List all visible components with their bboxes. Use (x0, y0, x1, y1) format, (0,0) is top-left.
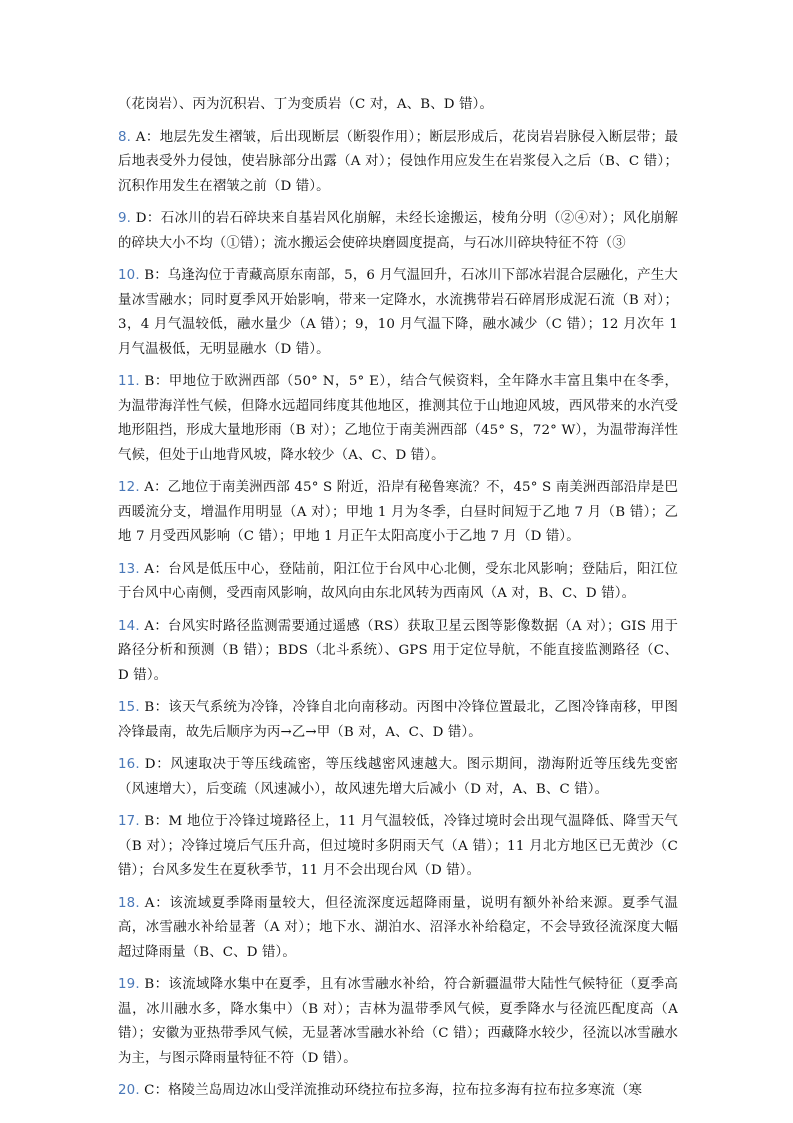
answer-text: B：该流域降水集中在夏季，且有冰雪融水补给，符合新疆温带大陆性气候特征（夏季高温，冰川融水多，降水集中）（B 对）；吉林为温带季风气候，夏季降水与径流匹配度高（A 错）；安徽为亚热带季风气候，无显著冰雪融水补给（C 错）；西藏降水较少，径流以冰雪融水为主，与图示降雨量特征不符（D 错）。 (118, 977, 678, 1066)
answer-text: B：该天气系统为冷锋，冷锋自北向南移动。丙图中冷锋位置最北，乙图冷锋南移，甲图冷锋最南，故先后顺序为丙→乙→甲（B 对，A、C、D 错）。 (118, 700, 678, 740)
answer-text: B：M 地位于冷锋过境路径上，11 月气温较低，冷锋过境时会出现气温降低、降雪天气（B 对）；冷锋过境后气压升高，但过境时多阴雨天气（A 错）；11 月北方地区已无黄沙（C 错）；台风多发生在夏秋季节，11 月不会出现台风（D 错）。 (118, 814, 678, 878)
answer-paragraph-10 (118, 264, 678, 362)
question-number: 18. (118, 895, 140, 911)
answer-paragraph-16 (118, 753, 678, 802)
answer-text: C：格陵兰岛周边冰山受洋流推动环绕拉布拉多海，拉布拉多海有拉布拉多寒流（寒 (144, 1083, 643, 1098)
question-number: 16. (118, 757, 140, 772)
answer-paragraph-18 (118, 892, 678, 966)
question-number: 17. (118, 814, 140, 829)
answer-paragraph-13 (118, 558, 678, 607)
question-number: 8. (118, 129, 132, 145)
answer-paragraph-15 (118, 696, 678, 745)
answer-text: A：地层先发生褶皱，后出现断层（断裂作用）；断层形成后，花岗岩岩脉侵入断层带；最后地表受外力侵蚀，使岩脉部分出露（A 对）；侵蚀作用应发生在岩浆侵入之后（B、C 错）；沉积作用发生在褶皱之前（D 错）。 (118, 129, 678, 194)
answer-paragraph-17 (118, 810, 678, 884)
question-number: 9. (118, 211, 132, 226)
question-number: 13. (118, 561, 140, 577)
answer-text: A：台风实时路径监测需要通过遥感（RS）获取卫星云图等影像数据（A 对）；GIS 用于路径分析和预测（B 错）；BDS（北斗系统）、GPS 用于定位导航，不能直接监测路径（C、D 错）。 (118, 618, 678, 683)
answer-text: B：乌逢沟位于青藏高原东南部，5，6 月气温回升，石冰川下部冰岩混合层融化，产生大量冰雪融水；同时夏季风开始影响，带来一定降水，水流携带岩石碎屑形成泥石流（B 对）；3，4 月气温较低，融水量少（A 错）；9，10 月气温下降，融水减少（C 错）；12 月次年 1 月气温极低，无明显融水（D 错）。 (118, 268, 678, 357)
answer-text: D：石冰川的岩石碎块来自基岩风化崩解，未经长途搬运，棱角分明（②④对）；风化崩解的碎块大小不均（①错）；流水搬运会使碎块磨圆度提高，与石冰川碎块特征不符（③ (118, 211, 678, 251)
answer-text: D：风速取决于等压线疏密，等压线越密风速越大。图示期间，渤海附近等压线先变密（风速增大），后变疏（风速减小），故风速先增大后减小（D 对，A、B、C 错）。 (118, 757, 678, 797)
question-number: 19. (118, 977, 140, 992)
answer-paragraph-8 (118, 126, 678, 200)
answer-text: A：该流域夏季降雨量较大，但径流深度远超降雨量，说明有额外补给来源。夏季气温高，冰雪融水补给显著（A 对）；地下水、湖泊水、沼泽水补给稳定，不会导致径流深度大幅超过降雨量（B、C、D 错）。 (118, 895, 678, 960)
question-number: 10. (118, 268, 140, 283)
question-number: 15. (118, 700, 140, 715)
question-number: 11. (118, 374, 140, 389)
answer-text: B：甲地位于欧洲西部（50° N，5° E），结合气候资料，全年降水丰富且集中在冬季，为温带海洋性气候，但降水远超同纬度其他地区，推测其位于山地迎风坡，西风带来的水汽受地形阻挡，形成大量地形雨（B 对）；乙地位于南美洲西部（45° S，72° W），为温带海洋性气候，但处于山地背风坡，降水较少（A、C、D 错）。 (118, 374, 678, 463)
answer-paragraph-9 (118, 207, 678, 256)
answer-text: A：台风是低压中心，登陆前，阳江位于台风中心北侧，受东北风影响；登陆后，阳江位于台风中心南侧，受西南风影响，故风向由东北风转为西南风（A 对，B、C、D 错）。 (118, 561, 678, 601)
question-number: 20. (118, 1083, 140, 1098)
answer-document (118, 93, 678, 1112)
answer-text: A：乙地位于南美洲西部 45° S 附近，沿岸有秘鲁寒流？不，45° S 南美洲西部沿岸是巴西暖流分支，增温作用明显（A 对）；甲地 1 月为冬季，白昼时间短于乙地 7 月（B 错）；乙地 7 月受西风影响（C 错）；甲地 1 月正午太阳高度小于乙地 7 月（D 错）。 (118, 480, 678, 544)
answer-text: （花岗岩）、丙为沉积岩、丁为变质岩（C 对，A、B、D 错）。 (118, 97, 494, 112)
answer-paragraph-20 (118, 1079, 678, 1104)
answer-paragraph-7-continued (118, 93, 678, 118)
answer-paragraph-12 (118, 476, 678, 550)
question-number: 12. (118, 480, 140, 495)
answer-paragraph-19 (118, 973, 678, 1071)
answer-paragraph-11 (118, 370, 678, 468)
answer-paragraph-14 (118, 615, 678, 689)
question-number: 14. (118, 618, 140, 634)
